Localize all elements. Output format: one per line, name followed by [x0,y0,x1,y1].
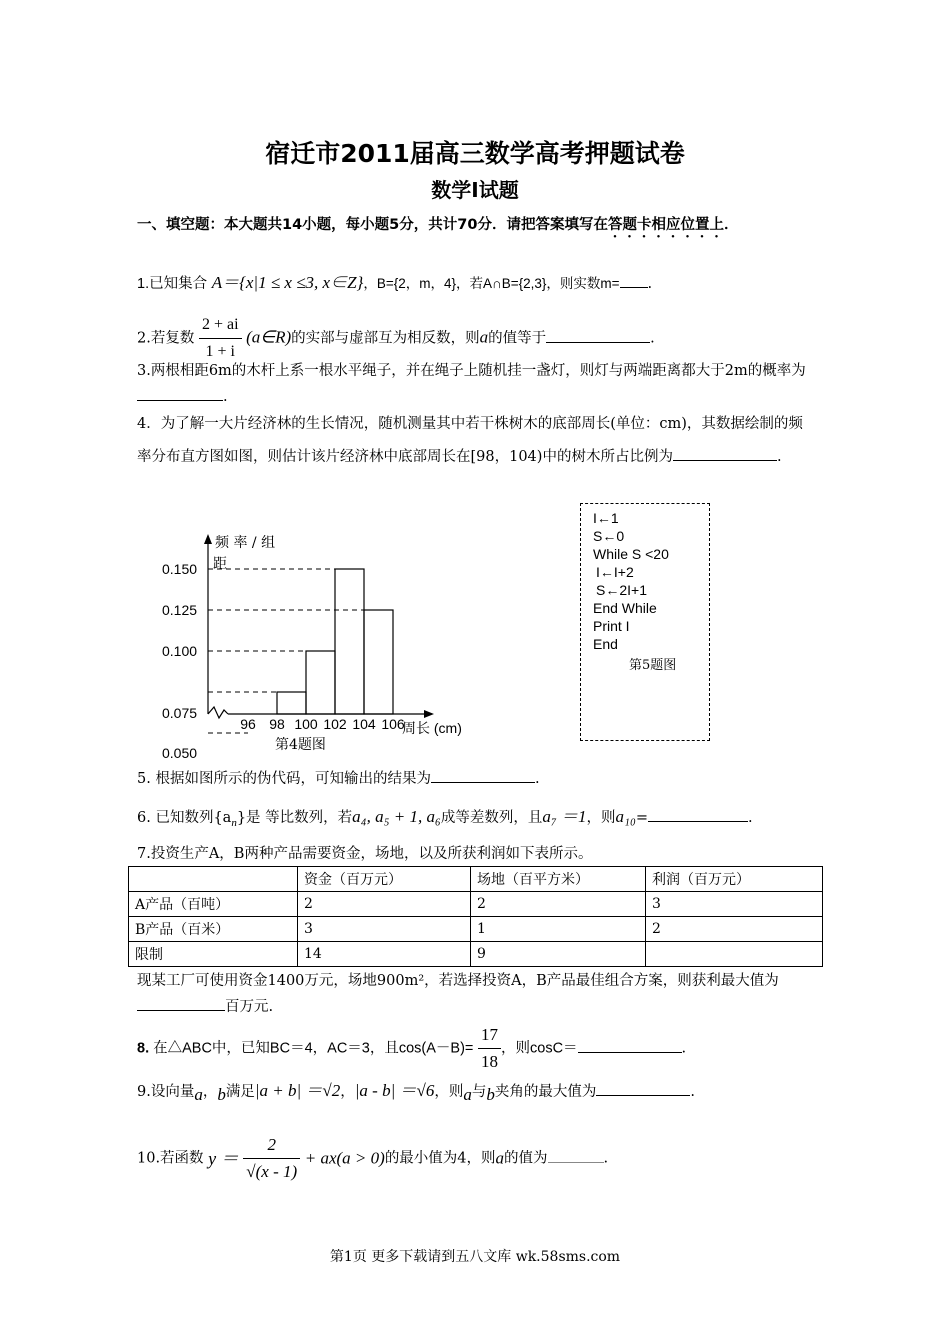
q9-sep: ， [202,1084,218,1100]
exam-subtitle: 数学Ⅰ试题 [431,178,519,202]
histogram-bar [364,610,393,714]
table-cell: 14 [298,942,471,967]
exam-title: 宿迁市2011届高三数学高考押题试卷 [265,139,685,168]
q6-d: 成等差数列，且 [440,810,543,826]
x-tick-label: 102 [323,716,347,732]
question-5 [137,766,817,792]
code-line-8: End [593,636,618,652]
table-header-cell: 资金（百万元） [298,867,471,892]
q2-num: 2.若复数 [137,330,195,347]
q2-var: a [479,327,489,347]
table-cell: 3 [646,892,823,917]
y-axis-label-cont: 距 [213,556,227,572]
q10-frac-den: √(x - 1) [246,1162,298,1181]
y-tick-label: 0.150 [162,561,198,577]
q9-cond1: |a + b| ＝√2 [254,1081,341,1100]
y-tick-label: 0.125 [162,602,198,618]
x-tick-label: 98 [269,716,285,732]
q10-func-rhs: + ax(a > 0) [304,1148,385,1168]
q1-end: . [647,276,653,292]
table-cell: 2 [298,892,471,917]
q9-text4: 与 [471,1084,487,1100]
q8-frac-num: 17 [478,1022,501,1049]
x-tick-label: 100 [294,716,318,732]
q10-end: . [603,1150,609,1167]
q2-blank [546,328,650,343]
q6-terms: a₄, a₅ + 1, a₆ [352,807,441,826]
q9-text1: 9.设向量 [137,1084,195,1100]
q8-text1: 在△ABC中，已知BC＝4，AC＝3，且cos(A－B)= [149,1040,474,1057]
y-axis-label: 频 率 / 组 [215,535,276,551]
section-emphasis: 答题卡相应位置上 [607,217,724,233]
q5-blank [431,768,535,783]
q4-end: . [776,449,782,465]
table-header-row [129,867,823,892]
q10-func-lhs: y ＝ [208,1148,239,1169]
q10-text1: 10.若函数 [137,1150,204,1167]
question-8 [137,1022,817,1075]
q2-end: . [650,330,655,347]
code-line-6: End While [593,600,657,616]
q10-text2: 的最小值为4，则 [384,1150,496,1167]
question-4 [137,408,817,474]
q1-mid: ，B={2，m，4}，若A∩B={2,3}，则实数m= [363,276,620,291]
table-cell: 2 [471,892,646,917]
q6-a10: a₁₀ [615,807,636,826]
question-3 [137,358,817,410]
x-tick-label: 104 [352,716,376,732]
question-9 [137,1078,817,1108]
section-suffix: ． [723,217,739,233]
q6-f: = [635,810,649,826]
q8-frac-den: 18 [481,1052,498,1071]
table-header-cell: 利润（百万元） [646,867,823,892]
q7-blank [137,996,225,1011]
q6-a: 6. 已知数列{a [137,810,232,826]
y-tick-label: 0.075 [162,705,198,721]
q6-c: }是 等比数列，若 [236,810,353,826]
code-caption: 第5题图 [629,658,677,673]
q3-blank [137,386,223,401]
q3-text: 3.两根相距6m的木杆上系一根水平绳子，并在绳子上随机挂一盏灯，则灯与两端距离都大于2m的概率为 [137,363,806,379]
q8-blank [578,1038,682,1053]
q6-e: ，则 [586,810,616,826]
question-10 [137,1132,817,1185]
y-axis-arrow [204,534,212,544]
q9-vec-a2: a [463,1084,472,1104]
code-line-5: S←2I+1 [596,582,647,598]
q7-after2: 百万元. [225,999,274,1015]
q4-blank [673,446,777,461]
table-cell: A产品（百吨） [129,892,298,917]
q10-blank [548,1148,604,1163]
q9-cond2: |a - b| ＝√6 [354,1081,435,1100]
table-row [129,917,823,942]
table-cell: 1 [471,917,646,942]
page-footer: 第1页 更多下载请到五八文库 wk.58sms.com [329,1249,621,1265]
table-cell: 2 [646,917,823,942]
table-cell [646,942,823,967]
q1-set: A＝{x|1 ≤ x ≤3, x∈Z} [211,273,364,292]
q10-frac-num: 2 [243,1132,300,1159]
table-cell: 限制 [129,942,298,967]
table-header-cell [129,867,298,892]
y-tick-label: 0.050 [162,745,198,761]
x-axis-label: 周长 (cm) [402,720,462,736]
q9-text2: 满足 [225,1084,255,1100]
q10-text3: 的值为 [504,1150,548,1167]
q9-vec-a: a [194,1084,203,1104]
q7-after1: 现某工厂可使用资金1400万元，场地900m²，若选择投资A，B产品最佳组合方案，则获利最大值为 [137,973,779,989]
histogram-bar [335,569,364,714]
question-7-continued [137,968,817,1020]
q6-end: . [748,810,753,826]
q1-num: 1.已知集合 [137,276,208,292]
q10-fraction [243,1132,300,1185]
q2-cond: (a∈R) [246,327,292,347]
q10-var: a [495,1148,505,1168]
code-line-7: Print I [593,618,630,634]
q2-end-text: 的值等于 [488,330,547,347]
q4-text: 4．为了解一大片经济林的生长情况，随机测量其中若干株树木的底部周长(单位：cm)，其数据绘制的频率分布直方图如图，则估计该片经济林中底部周长在[98，104)中的树木所占比例为 [137,416,803,465]
table-cell: 3 [298,917,471,942]
q9-vec-b2: b [486,1084,495,1104]
q9-vec-b: b [217,1084,226,1104]
q8-text2: ，则cosC＝ [501,1040,578,1057]
q2-text: 的实部与虚部互为相反数，则 [291,330,480,347]
question-6 [137,804,817,836]
x-tick-label: 96 [240,716,256,732]
x-tick-label: 106 [381,716,405,732]
y-tick-label: 0.100 [162,643,198,659]
q1-blank [620,273,648,288]
question-1 [137,270,817,297]
q2-frac-den: 1 + i [205,343,235,360]
section-heading [137,212,817,241]
code-line-3: While S <20 [593,546,669,562]
q3-end: . [223,389,228,405]
q9-text3: ，则 [434,1084,464,1100]
table-row [129,942,823,967]
code-line-4: I←I+2 [596,564,634,580]
q9-blank [596,1081,690,1096]
table-cell: B产品（百米） [129,917,298,942]
q6-blank [648,807,748,822]
x-axis-arrow [424,710,434,718]
q6-a7: a₇ ＝1 [542,807,587,826]
histogram-chart [140,524,500,764]
q8-fraction [478,1022,501,1075]
q6-b: n [231,816,237,829]
investment-table [128,866,823,967]
q9-text5: 夹角的最大值为 [494,1084,597,1100]
q9-end: . [690,1084,695,1100]
table-cell: 9 [471,942,646,967]
axis-break [208,707,228,718]
q5-text: 5. 根据如图所示的伪代码，可知输出的结果为 [137,771,431,787]
histogram-bar [306,651,335,714]
q9-comma: ， [340,1084,355,1100]
table-header-cell: 场地（百平方米） [471,867,646,892]
q5-end: . [534,771,540,787]
section-prefix: 一、填空题：本大题共14小题，每小题5分，共计70分．请把答案填写在 [137,217,608,233]
q8-end: . [681,1040,687,1057]
chart-caption: 第4题图 [275,737,326,753]
table-row [129,892,823,917]
q2-frac-num: 2 + ai [199,312,242,339]
pseudocode-box [580,503,710,741]
question-7 [137,841,817,867]
code-line-1: I←1 [593,510,619,526]
q7-text: 7.投资生产A，B两种产品需要资金，场地，以及所获利润如下表所示。 [137,846,593,862]
code-line-2: S←0 [593,528,625,544]
q8-num: 8. [137,1040,150,1057]
histogram-bar [277,692,306,714]
